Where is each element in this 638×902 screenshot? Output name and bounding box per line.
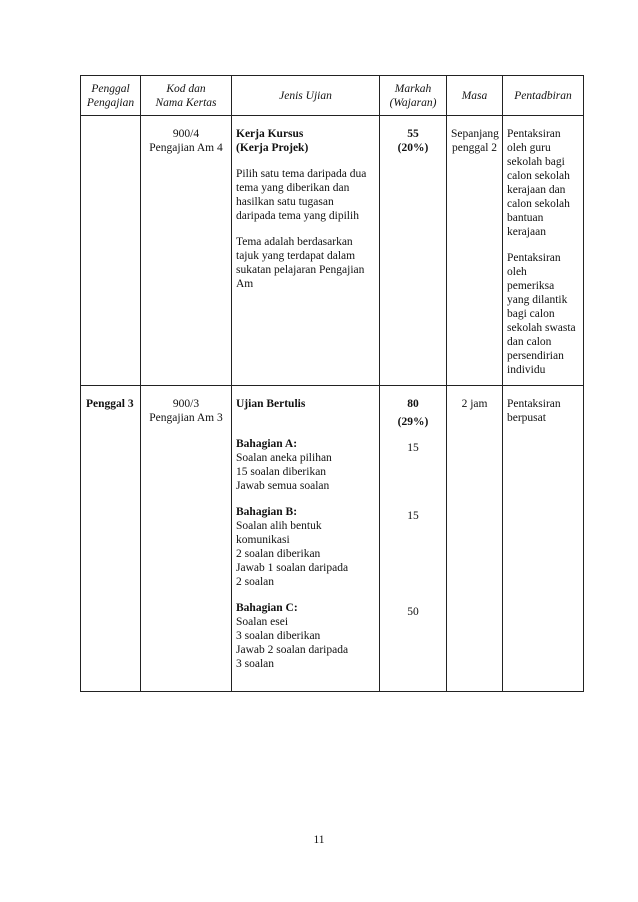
row1-penggal — [81, 116, 141, 386]
table-row — [81, 386, 584, 692]
row2-jenis — [232, 386, 380, 692]
markah-c: 50 — [407, 606, 419, 618]
row2-jenis-title: Ujian Bertulis — [236, 398, 306, 410]
markah-a: 15 — [407, 442, 419, 454]
row2-kod: 900/3 Pengajian Am 3 — [141, 386, 232, 692]
row2-pentadbiran: Pentaksiran berpusat — [503, 386, 584, 692]
row1-jenis-para1: Pilih satu tema daripada dua tema yang diberikan dan hasilkan satu tugasan daripada tema yang dipilih — [236, 168, 367, 222]
row1-jenis-para2: Tema adalah berdasarkan tajuk yang terdapat dalam sukatan pelajaran Pengajian Am — [236, 236, 365, 290]
page-number: 11 — [313, 834, 325, 846]
header-penggal: Penggal Pengajian — [81, 76, 141, 116]
row1-pentadbiran-para2: Pentaksiran oleh pemeriksa yang dilantik bagi calon sekolah swasta dan calon persendirian individu — [507, 252, 576, 376]
assessment-table — [80, 75, 584, 692]
row1-markah: 55 (20%) — [380, 116, 447, 386]
header-pentadbiran: Pentadbiran — [503, 76, 584, 116]
table-row — [81, 116, 584, 386]
row1-masa: Sepanjang penggal 2 — [447, 116, 503, 386]
header-markah: Markah (Wajaran) — [380, 76, 447, 116]
header-masa: Masa — [447, 76, 503, 116]
row2-masa: 2 jam — [447, 386, 503, 692]
header-kod: Kod dan Nama Kertas — [141, 76, 232, 116]
table-header-row — [81, 76, 584, 116]
row2-bahagian-a: Bahagian A: Soalan aneka pilihan 15 soalan diberikan Jawab semua soalan — [236, 438, 332, 492]
markah-b: 15 — [407, 510, 419, 522]
row2-bahagian-b: Bahagian B: Soalan alih bentuk komunikasi 2 soalan diberikan Jawab 1 soalan daripada 2 soalan — [236, 506, 349, 588]
row2-penggal: Penggal 3 — [81, 386, 141, 692]
row2-markah: 80 (29%) 15 15 50 — [380, 386, 447, 692]
row1-pentadbiran-para1: Pentaksiran oleh guru sekolah bagi calon sekolah kerajaan dan calon sekolah bantuan kerajaan — [507, 128, 570, 238]
row1-kod: 900/4 Pengajian Am 4 — [141, 116, 232, 386]
row2-bahagian-c: Bahagian C: Soalan esei 3 soalan diberikan Jawab 2 soalan daripada 3 soalan — [236, 602, 349, 670]
row1-jenis-title: Kerja Kursus (Kerja Projek) — [236, 128, 309, 154]
row1-jenis — [232, 116, 380, 386]
row1-pentadbiran — [503, 116, 584, 386]
header-jenis: Jenis Ujian — [232, 76, 380, 116]
